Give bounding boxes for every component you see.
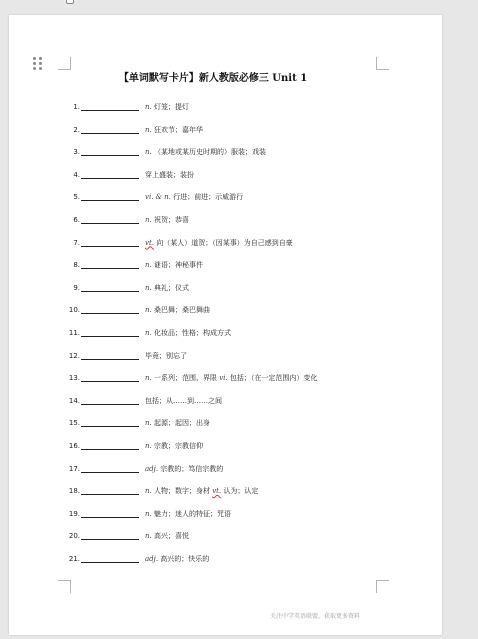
definition-text: 包括；从……到……之间 [145,396,222,405]
definition-text: （某地或某历史时期的）服装；戏装 [153,148,266,157]
definition-text: 化妆品；性格；构成方式 [153,329,231,337]
answer-blank[interactable] [81,417,139,427]
list-item [60,145,380,159]
answer-blank[interactable] [81,282,139,292]
part-of-speech: n. [145,509,152,518]
item-number: 14. [68,396,80,405]
answer-blank[interactable] [81,124,139,134]
definition [145,529,189,543]
list-item [60,484,380,498]
list-item [60,349,380,363]
footer-text: 关注中学英语联盟，获取更多资料 [270,613,361,620]
answer-blank[interactable] [81,372,139,382]
definition-text: 谜语；神秘事件 [153,261,203,270]
definition [145,371,317,385]
definition-text: 行进；前进；示威游行 [173,193,244,202]
item-number: 4. [73,170,80,179]
part-of-speech: n. [145,487,152,496]
answer-blank[interactable] [81,463,139,473]
list-item [60,529,380,543]
answer-blank[interactable] [81,485,139,495]
answer-blank[interactable] [81,395,139,405]
definition [145,462,223,476]
part-of-speech: n. [145,306,152,315]
part-of-speech: n. [145,216,152,224]
list-item [60,439,380,453]
drag-handle-icon[interactable] [33,57,43,71]
definition [145,394,222,408]
part-of-speech: n. [145,125,152,134]
list-item [60,213,380,227]
definition-text: 人物；数字；身材 [153,487,210,496]
list-item [60,507,380,521]
definition [145,484,258,498]
list-item [60,303,380,317]
definition [145,236,293,250]
part-of-speech: vt. [212,487,222,496]
item-number: 5. [73,193,80,202]
answer-blank[interactable] [81,259,139,269]
definition [145,145,266,159]
definition-text: 灯笼；提灯 [153,103,189,111]
answer-blank[interactable] [81,327,139,337]
definition-text: 宗教的；笃信宗教的 [160,464,224,473]
item-number: 1. [73,103,80,111]
answer-blank[interactable] [81,191,139,201]
part-of-speech: n. [145,419,152,428]
definition-text: 认为；认定 [223,487,259,496]
item-number: 11. [68,329,80,337]
answer-blank[interactable] [81,304,139,314]
definition-text: 桑巴舞；桑巴舞曲 [153,306,210,315]
part-of-speech: n. [145,103,152,111]
definition-text: 向（某人）道贺；（因某事）为自己感到自豪 [156,238,293,247]
definition [145,213,189,227]
item-number: 8. [73,261,80,270]
part-of-speech: n. [145,442,152,450]
definition [145,507,231,521]
part-of-speech: n. [145,261,152,270]
definition-text: 毕竟；别忘了 [145,351,187,360]
answer-blank[interactable] [81,146,139,156]
definition-text: 典礼；仪式 [153,283,189,292]
list-item [60,168,380,182]
answer-blank[interactable] [81,169,139,179]
list-item [60,100,380,114]
part-of-speech: adj. [145,464,159,473]
margin-mark-bottom-left [58,580,71,593]
part-of-speech: n. [145,148,152,157]
definition-text: 穿上盛装；装扮 [145,170,194,179]
definition [145,326,231,340]
margin-mark-top-right [376,57,389,70]
list-item [60,416,380,430]
definition [145,439,203,453]
definition-text: 狂欢节；嘉年华 [153,125,203,134]
definition [145,303,210,317]
list-item [60,236,380,250]
definition [145,552,209,566]
item-number: 3. [73,148,80,157]
list-item [60,462,380,476]
part-of-speech: adj. [145,555,159,563]
definition-text: 高兴的；快乐的 [160,555,210,563]
part-of-speech: n. [145,374,152,383]
definition-text: 魅力；迷人的特征；咒语 [153,509,231,518]
item-number: 10. [68,306,80,315]
item-number: 13. [68,374,80,383]
definition-text: 祝贺；恭喜 [153,216,189,224]
answer-blank[interactable] [81,530,139,540]
definition [145,416,210,430]
checkbox[interactable] [66,0,74,4]
part-of-speech: n. [145,329,152,337]
item-number: 7. [73,238,80,247]
definition [145,258,203,272]
list-item [60,371,380,385]
definition [145,190,243,204]
item-number: 18. [68,487,80,496]
definition-text: 宗教；宗教信仰 [153,442,203,450]
item-number: 19. [68,509,80,518]
definition-text: 一系列；范围、界限 [153,374,217,383]
margin-mark-bottom-right [376,580,389,593]
list-item [60,394,380,408]
part-of-speech: n. [145,283,152,292]
answer-blank[interactable] [81,237,139,247]
answer-blank[interactable] [81,553,139,563]
item-number: 6. [73,216,80,224]
definition-text: 包括；（在一定范围内）变化 [229,374,318,383]
part-of-speech: vi. & n. [145,193,171,202]
list-item [60,552,380,566]
answer-blank[interactable] [81,440,139,450]
answer-blank[interactable] [81,508,139,518]
list-item [60,258,380,272]
part-of-speech: n. [145,532,152,541]
list-item [60,190,380,204]
document-title: 【单词默写卡片】新人教版必修三 Unit 1 [118,73,308,84]
list-item [60,123,380,137]
definition-text: 高兴；喜悦 [153,532,189,541]
answer-blank[interactable] [81,350,139,360]
item-number: 12. [68,351,80,360]
item-number: 17. [68,464,80,473]
definition [145,168,194,182]
item-number: 16. [68,442,80,450]
item-number: 2. [73,125,80,134]
list-item [60,326,380,340]
item-number: 15. [68,419,80,428]
item-number: 20. [68,532,80,541]
part-of-speech: vt. [145,238,154,247]
definition [145,123,203,137]
item-number: 9. [73,283,80,292]
definition-text: 起源；起因；出身 [153,419,210,428]
definition [145,281,189,295]
definition [145,100,189,114]
definition [145,349,187,363]
answer-blank[interactable] [81,101,139,111]
part-of-speech: vi. [219,374,228,383]
item-number: 21. [68,555,80,563]
margin-mark-top-left [58,57,71,70]
list-item [60,281,380,295]
answer-blank[interactable] [81,214,139,224]
